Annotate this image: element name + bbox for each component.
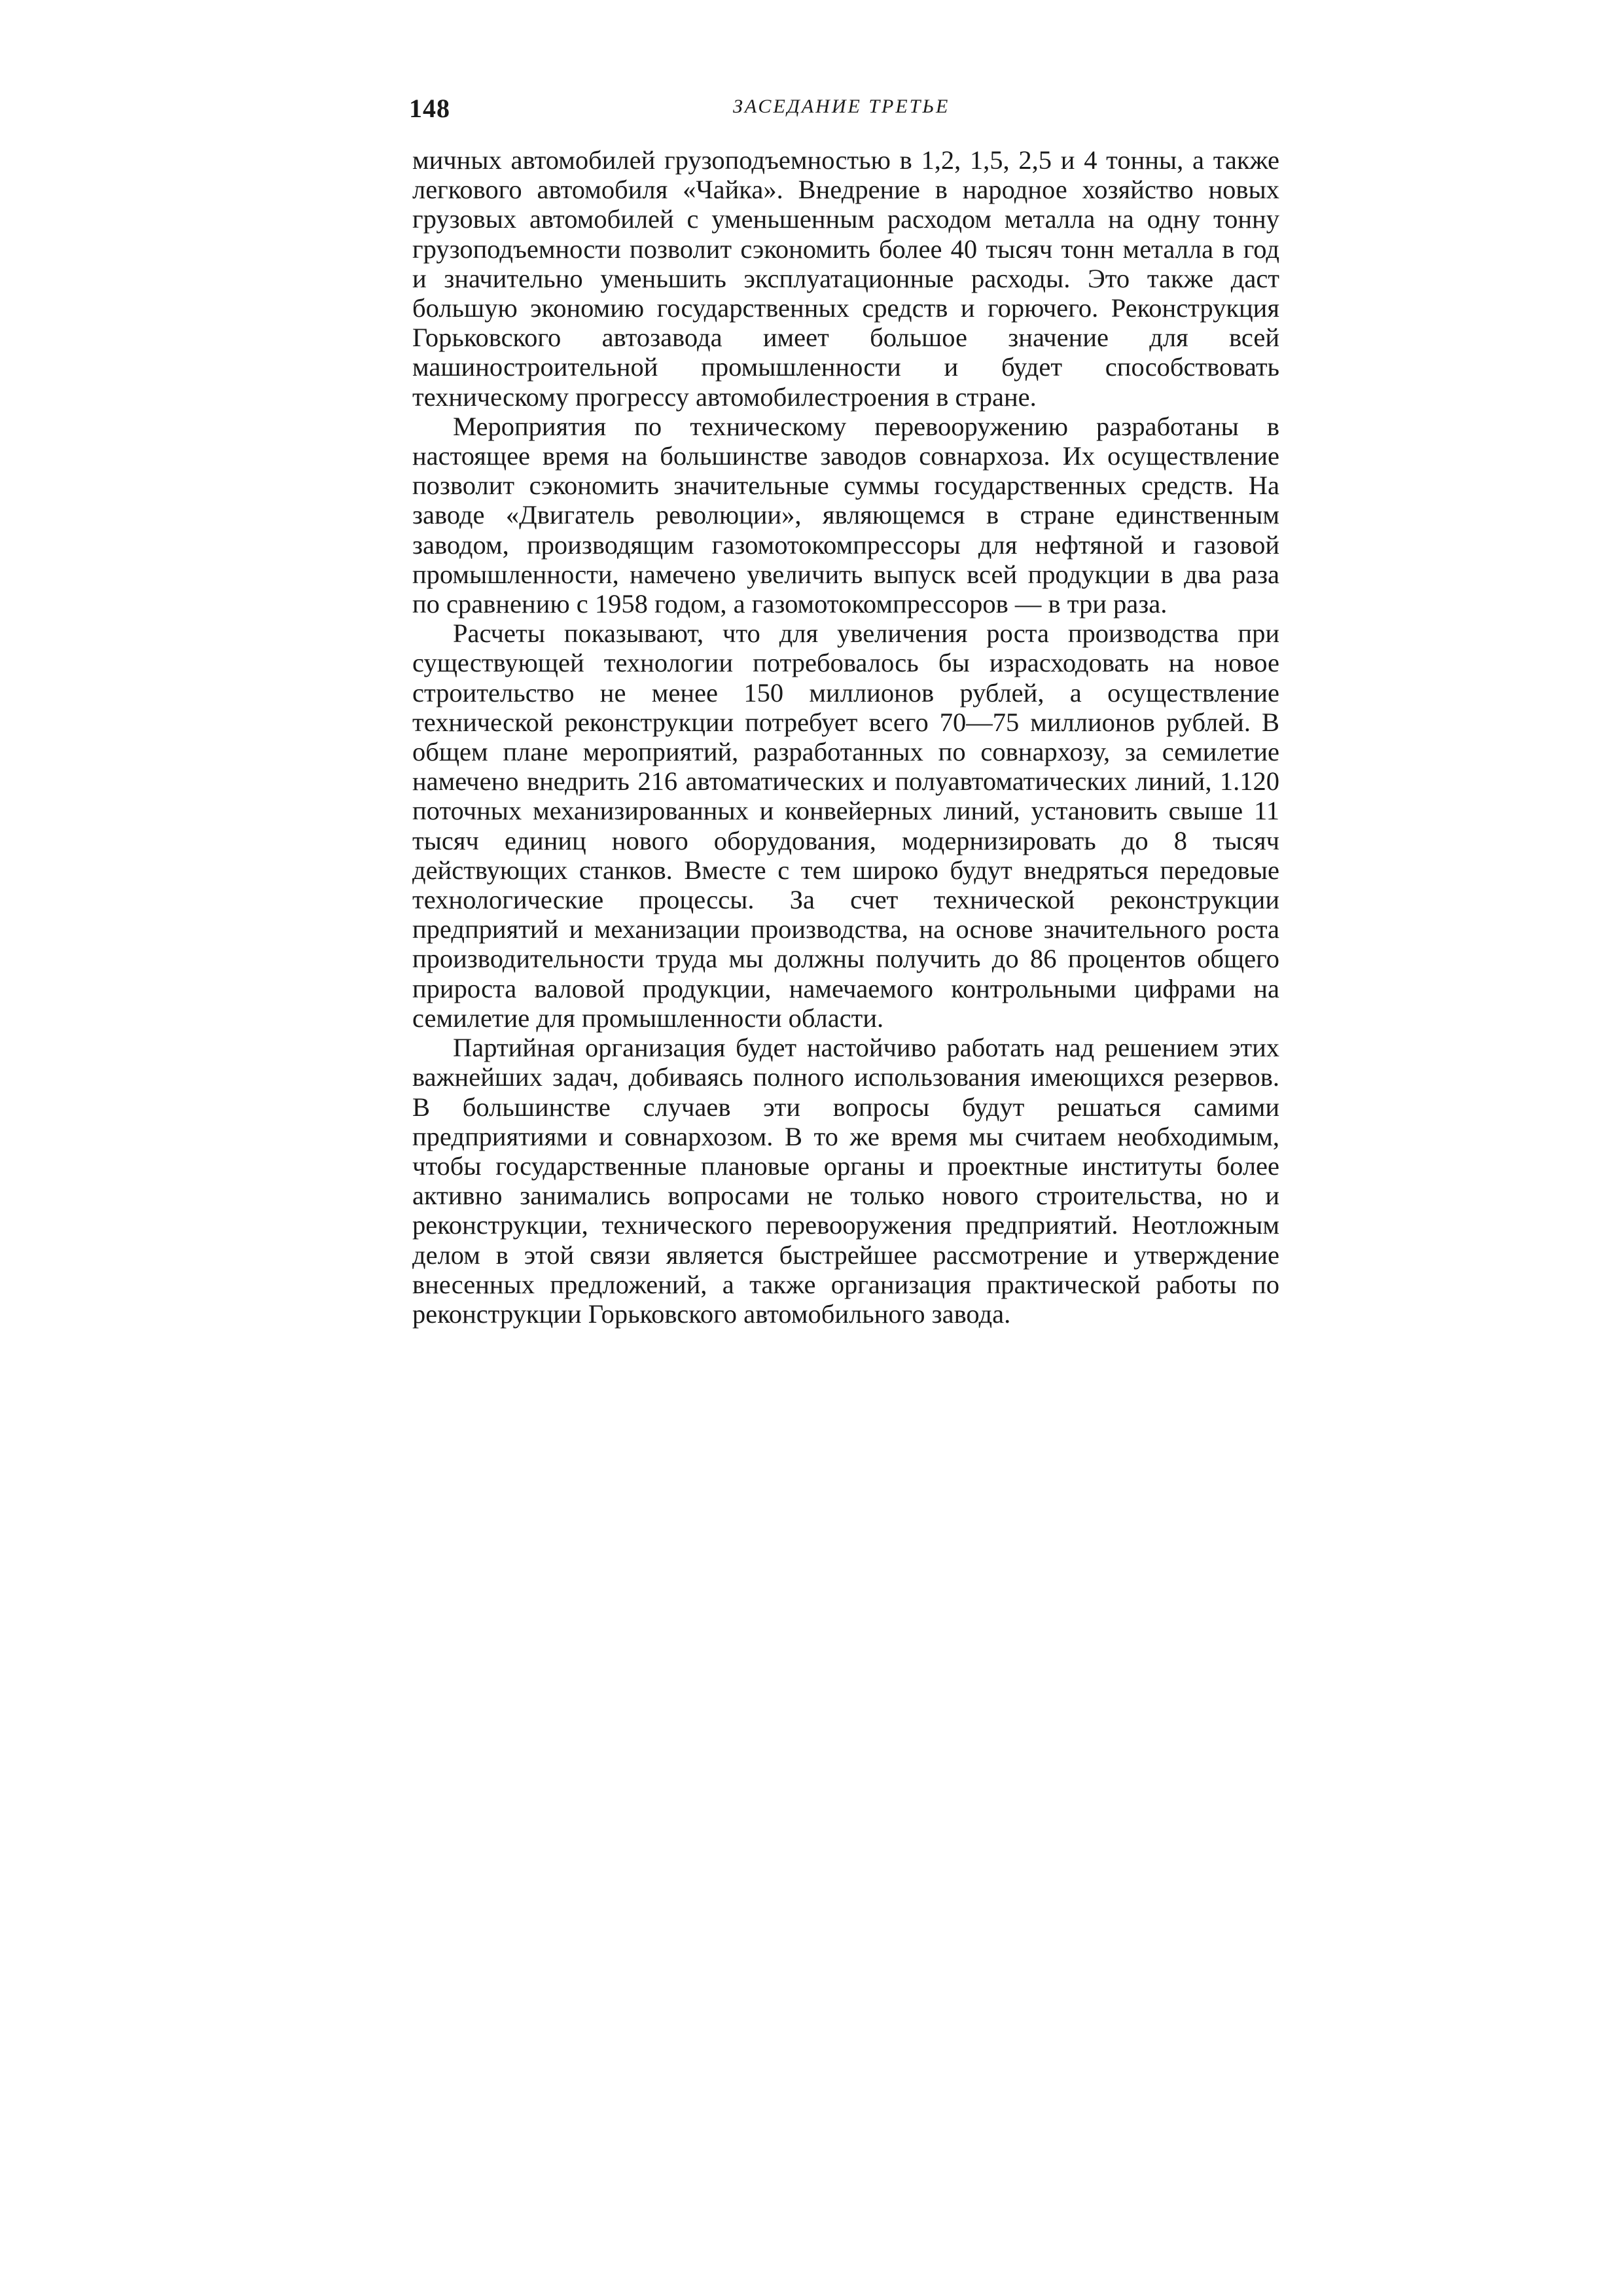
paragraph-4: Партийная организация будет настойчиво работать над решением этих важнейших задач, добиваясь полного использования имеющихся резервов. В большинстве случаев эти вопросы будут решаться самими предприятиями и совнархозом. В то же время мы считаем необходимым, чтобы государственные плановые органы и проектные институты более активно занимались вопросами не только нового строительства, но и реконструкции, технического перевооружения предприятий. Неотложным делом в этой связи является быстрейшее рассмотрение и утверждение внесенных предложений, а также организация практической работы по реконструкции Горьковского автомобильного завода. <box>412 1033 1279 1329</box>
page-number: 148 <box>409 94 450 123</box>
paragraph-2: Мероприятия по техническому перевооружению разработаны в настоящее время на большинстве заводов совнархоза. Их осуществление позволит сэкономить значительные суммы государственных средств. На заводе «Двигатель революции», являющемся в стране единственным заводом, производящим газомотокомпрессоры для нефтяной и газовой промышленности, намечено увеличить выпуск всей продукции в два раза по сравнению с 1958 годом, а газомотокомпрессоров — в три раза. <box>412 411 1279 619</box>
running-title: ЗАСЕДАНИЕ ТРЕТЬЕ <box>733 96 950 117</box>
body-text <box>412 145 1279 1329</box>
paragraph-1: мичных автомобилей грузоподъемностью в 1,2, 1,5, 2,5 и 4 тонны, а также легкового автомобиля «Чайка». Внедрение в народное хозяйство новых грузовых автомобилей с уменьшенным расходом металла на одну тонну грузоподъемности позволит сэкономить более 40 тысяч тонн металла в год и значительно уменьшить эксплуатационные расходы. Это также даст большую экономию государственных средств и горючего. Реконструкция Горьковского автозавода имеет большое значение для всей машиностроительной промышленности и будет способствовать техническому прогрессу автомобилестроения в стране. <box>412 145 1279 412</box>
paragraph-3: Расчеты показывают, что для увеличения роста производства при существующей технологии потребовалось бы израсходовать на новое строительство не менее 150 миллионов рублей, а осуществление технической реконструкции потребует всего 70—75 миллионов рублей. В общем плане мероприятий, разработанных по совнархозу, за семилетие намечено внедрить 216 автоматических и полуавтоматических линий, 1.120 поточных механизированных и конвейерных линий, установить свыше 11 тысяч единиц нового оборудования, модернизировать до 8 тысяч действующих станков. Вместе с тем широко будут внедряться передовые технологические процессы. За счет технической реконструкции предприятий и механизации производства, на основе значительного роста производительности труда мы должны получить до 86 процентов общего прироста валовой продукции, намечаемого контрольными цифрами на семилетие для промышленности области. <box>412 619 1279 1033</box>
page-header <box>409 86 1276 126</box>
